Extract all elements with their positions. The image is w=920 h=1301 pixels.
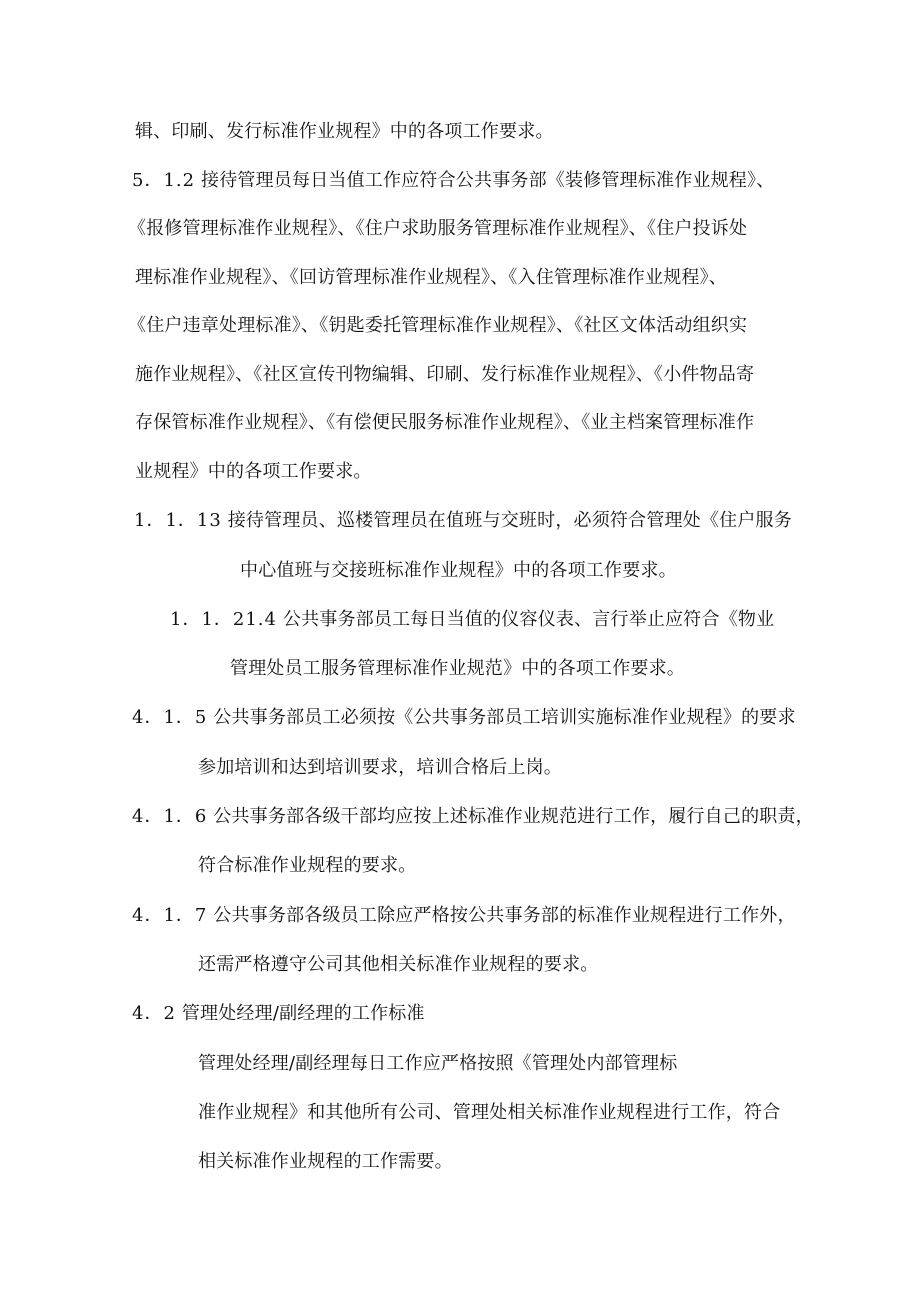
text-line [198, 854, 416, 878]
line-text: 《报修管理标准作业规程》、《住户求助服务管理标准作业规程》、《住户投诉处 [128, 218, 748, 239]
line-text: 管理处经理/副经理每日工作应严格按照《管理处内部管理标 [198, 1053, 678, 1074]
line-text: 参加培训和达到培训要求，培训合格后上岗。 [198, 757, 562, 778]
clause-5-1-2 [132, 169, 774, 193]
line-text: 中心值班与交接班标准作业规程》中的各项工作要求。 [240, 560, 677, 581]
line-text: 公共事务部各级员工除应严格按公共事务部的标准作业规程进行工作外， [213, 905, 796, 926]
text-line [198, 1052, 677, 1076]
clause-number: 4．1．6 [132, 806, 208, 827]
clause-number: 4．1．7 [132, 905, 208, 926]
line-text: 接待管理员每日当值工作应符合公共事务部《装修管理标准作业规程》、 [201, 170, 775, 191]
line-text: 《住户违章处理标准》、《钥匙委托管理标准作业规程》、《社区文体活动组织实 [128, 315, 748, 336]
clause-4-1-5 [132, 706, 796, 730]
line-text: 还需严格遵守公司其他相关标准作业规程的要求。 [198, 954, 599, 975]
text-line [135, 266, 727, 290]
clause-1-1-13 [134, 509, 792, 533]
text-line [198, 756, 562, 780]
line-text: 公共事务部员工每日当值的仪容仪表、言行举止应符合《物业 [282, 609, 775, 630]
section-heading-4-2 [132, 1002, 425, 1026]
clause-1-1-21-4 [170, 608, 774, 632]
clause-number: 1．1．21.4 [170, 609, 277, 630]
text-line [128, 217, 747, 241]
line-text: 施作业规程》、《社区宣传刊物编辑、印刷、发行标准作业规程》、《小件物品寄 [135, 364, 755, 385]
clause-number: 4．1．5 [132, 707, 208, 728]
line-text: 公共事务部员工必须按《公共事务部员工培训实施标准作业规程》的要求 [213, 707, 796, 728]
clause-4-1-7 [132, 904, 796, 928]
text-line [198, 953, 598, 977]
line-text: 准作业规程》和其他所有公司、管理处相关标准作业规程进行工作，符合 [198, 1102, 781, 1123]
clause-number: 4．2 [132, 1003, 176, 1024]
clause-number: 1．1．13 [134, 510, 222, 531]
text-line [135, 460, 372, 484]
line-text: 存保管标准作业规程》、《有偿便民服务标准作业规程》、《业主档案管理标准作 [135, 412, 755, 433]
text-line [128, 314, 747, 338]
text-line [135, 411, 754, 435]
text-line [230, 657, 685, 681]
line-text: 公共事务部各级干部均应按上述标准作业规范进行工作，履行自己的职责， [213, 806, 814, 827]
clause-4-1-6 [132, 805, 814, 829]
text-line [198, 1101, 780, 1125]
line-text: 辑、印刷、发行标准作业规程》中的各项工作要求。 [135, 121, 554, 142]
text-line [135, 120, 554, 144]
line-text: 接待管理员、巡楼管理员在值班与交班时，必须符合管理处《住户服务 [227, 510, 792, 531]
clause-number: 5．1.2 [132, 170, 196, 191]
line-text: 理标准作业规程》、《回访管理标准作业规程》、《入住管理标准作业规程》、 [135, 267, 727, 288]
line-text: 符合标准作业规程的要求。 [198, 855, 417, 876]
line-text: 管理处员工服务管理标准作业规范》中的各项工作要求。 [230, 658, 685, 679]
text-line [135, 363, 754, 387]
text-line [198, 1150, 453, 1174]
text-line [240, 559, 677, 583]
line-text: 相关标准作业规程的工作需要。 [198, 1151, 453, 1172]
line-text: 业规程》中的各项工作要求。 [135, 461, 372, 482]
heading-text: 管理处经理/副经理的工作标准 [181, 1003, 425, 1024]
